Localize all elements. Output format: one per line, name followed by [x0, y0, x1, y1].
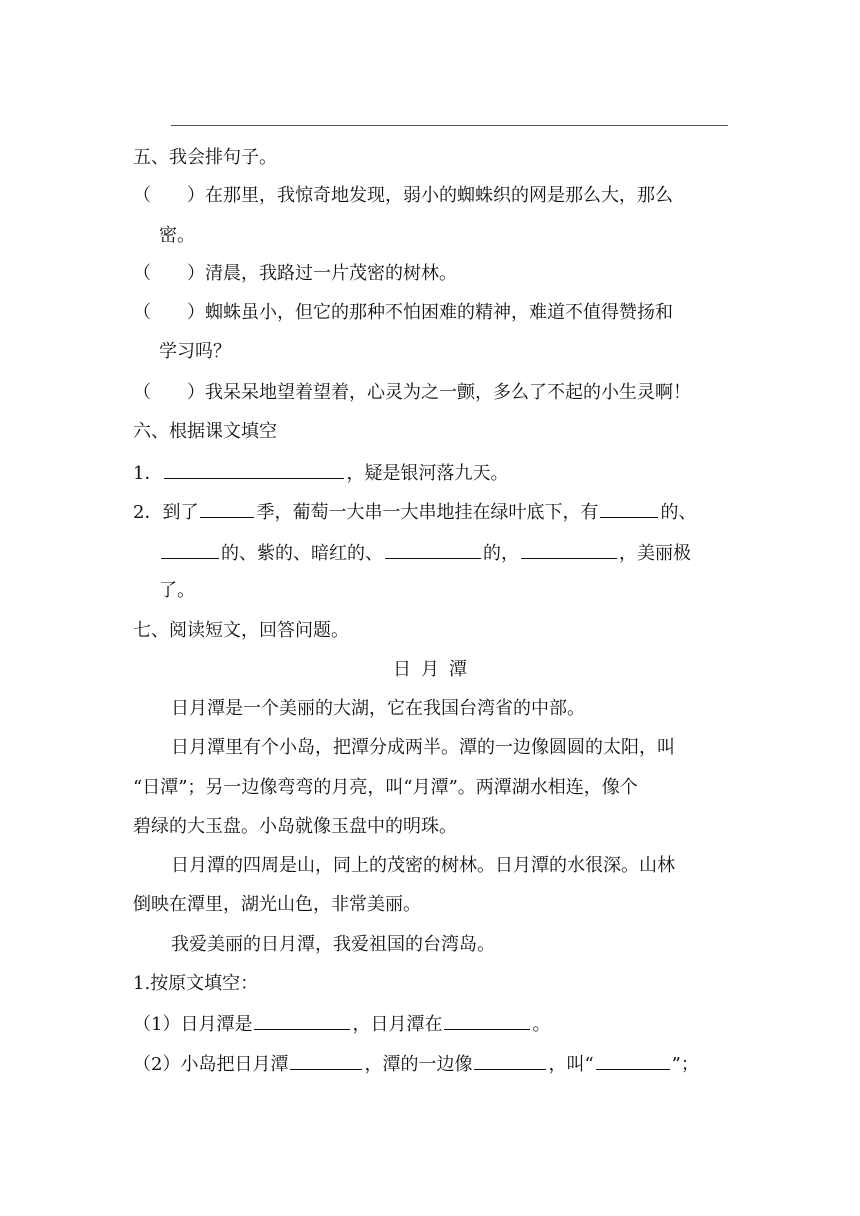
fill-blank[interactable] — [200, 499, 254, 518]
fill-blank[interactable] — [521, 540, 617, 559]
question-1-1: （1）日月潭是 ，日月潭在 。 — [133, 1011, 550, 1035]
fill-blank[interactable] — [474, 1051, 546, 1070]
article-paragraph-2-line-3: 碧绿的大玉盘。小岛就像玉盘中的明珠。 — [133, 816, 457, 837]
question-1-title: 1.按原文填空： — [133, 973, 259, 994]
article-paragraph-4: 我爱美丽的日月潭，我爱祖国的台湾岛。 — [171, 934, 495, 955]
sort-item-3: （ ）蜘蛛虽小，但它的那种不怕困难的精神，难道不值得赞扬和 — [133, 302, 673, 323]
sort-item-4: （ ）我呆呆地望着望着，心灵为之一颤，多么了不起的小生灵啊！ — [133, 382, 691, 403]
fill-blank[interactable] — [385, 540, 481, 559]
fill-blank[interactable] — [161, 540, 219, 559]
article-paragraph-3: 日月潭的四周是山，同上的茂密的树林。日月潭的水很深。山林 — [171, 855, 675, 876]
article-paragraph-2-line-2: “日潭”；另一边像弯弯的月亮，叫“月潭”。两潭湖水相连，像个 — [133, 777, 638, 798]
fill-q2-cont2: 了。 — [159, 580, 195, 601]
article-title: 日月潭 — [393, 659, 477, 680]
fill-blank[interactable] — [444, 1011, 530, 1030]
section-7-title: 七、阅读短文，回答问题。 — [133, 620, 349, 641]
question-1-2: （2）小岛把日月潭 ，潭的一边像 ，叫“ ”； — [133, 1051, 699, 1075]
fill-blank[interactable] — [600, 499, 658, 518]
fill-blank[interactable] — [164, 460, 344, 479]
sort-item-3-cont: 学习吗？ — [159, 341, 231, 362]
article-paragraph-3-line-2: 倒映在潭里，湖光山色，非常美丽。 — [133, 894, 421, 915]
article-paragraph-2: 日月潭里有个小岛，把潭分成两半。潭的一边像圆圆的太阳，叫 — [171, 737, 675, 758]
fill-q1: 1． ，疑是银河落九天。 — [133, 460, 508, 484]
fill-blank[interactable] — [596, 1051, 670, 1070]
section-6-title: 六、根据课文填空 — [133, 421, 277, 442]
sort-item-2: （ ）清晨，我路过一片茂密的树林。 — [133, 263, 457, 284]
fill-q2: 2．到了 季，葡萄一大串一大串地挂在绿叶底下，有 的、 — [133, 499, 696, 523]
article-paragraph-1: 日月潭是一个美丽的大湖，它在我国台湾省的中部。 — [171, 698, 585, 719]
sort-item-1: （ ）在那里，我惊奇地发现，弱小的蜘蛛织的网是那么大，那么 — [133, 185, 673, 206]
section-5-title: 五、我会排句子。 — [133, 147, 277, 168]
fill-blank[interactable] — [290, 1051, 362, 1070]
header-rule — [171, 125, 728, 126]
fill-q2-cont: 的、紫的、暗红的、 的， ，美丽极 — [159, 540, 691, 564]
fill-blank[interactable] — [254, 1011, 350, 1030]
sort-item-1-cont: 密。 — [159, 225, 195, 246]
